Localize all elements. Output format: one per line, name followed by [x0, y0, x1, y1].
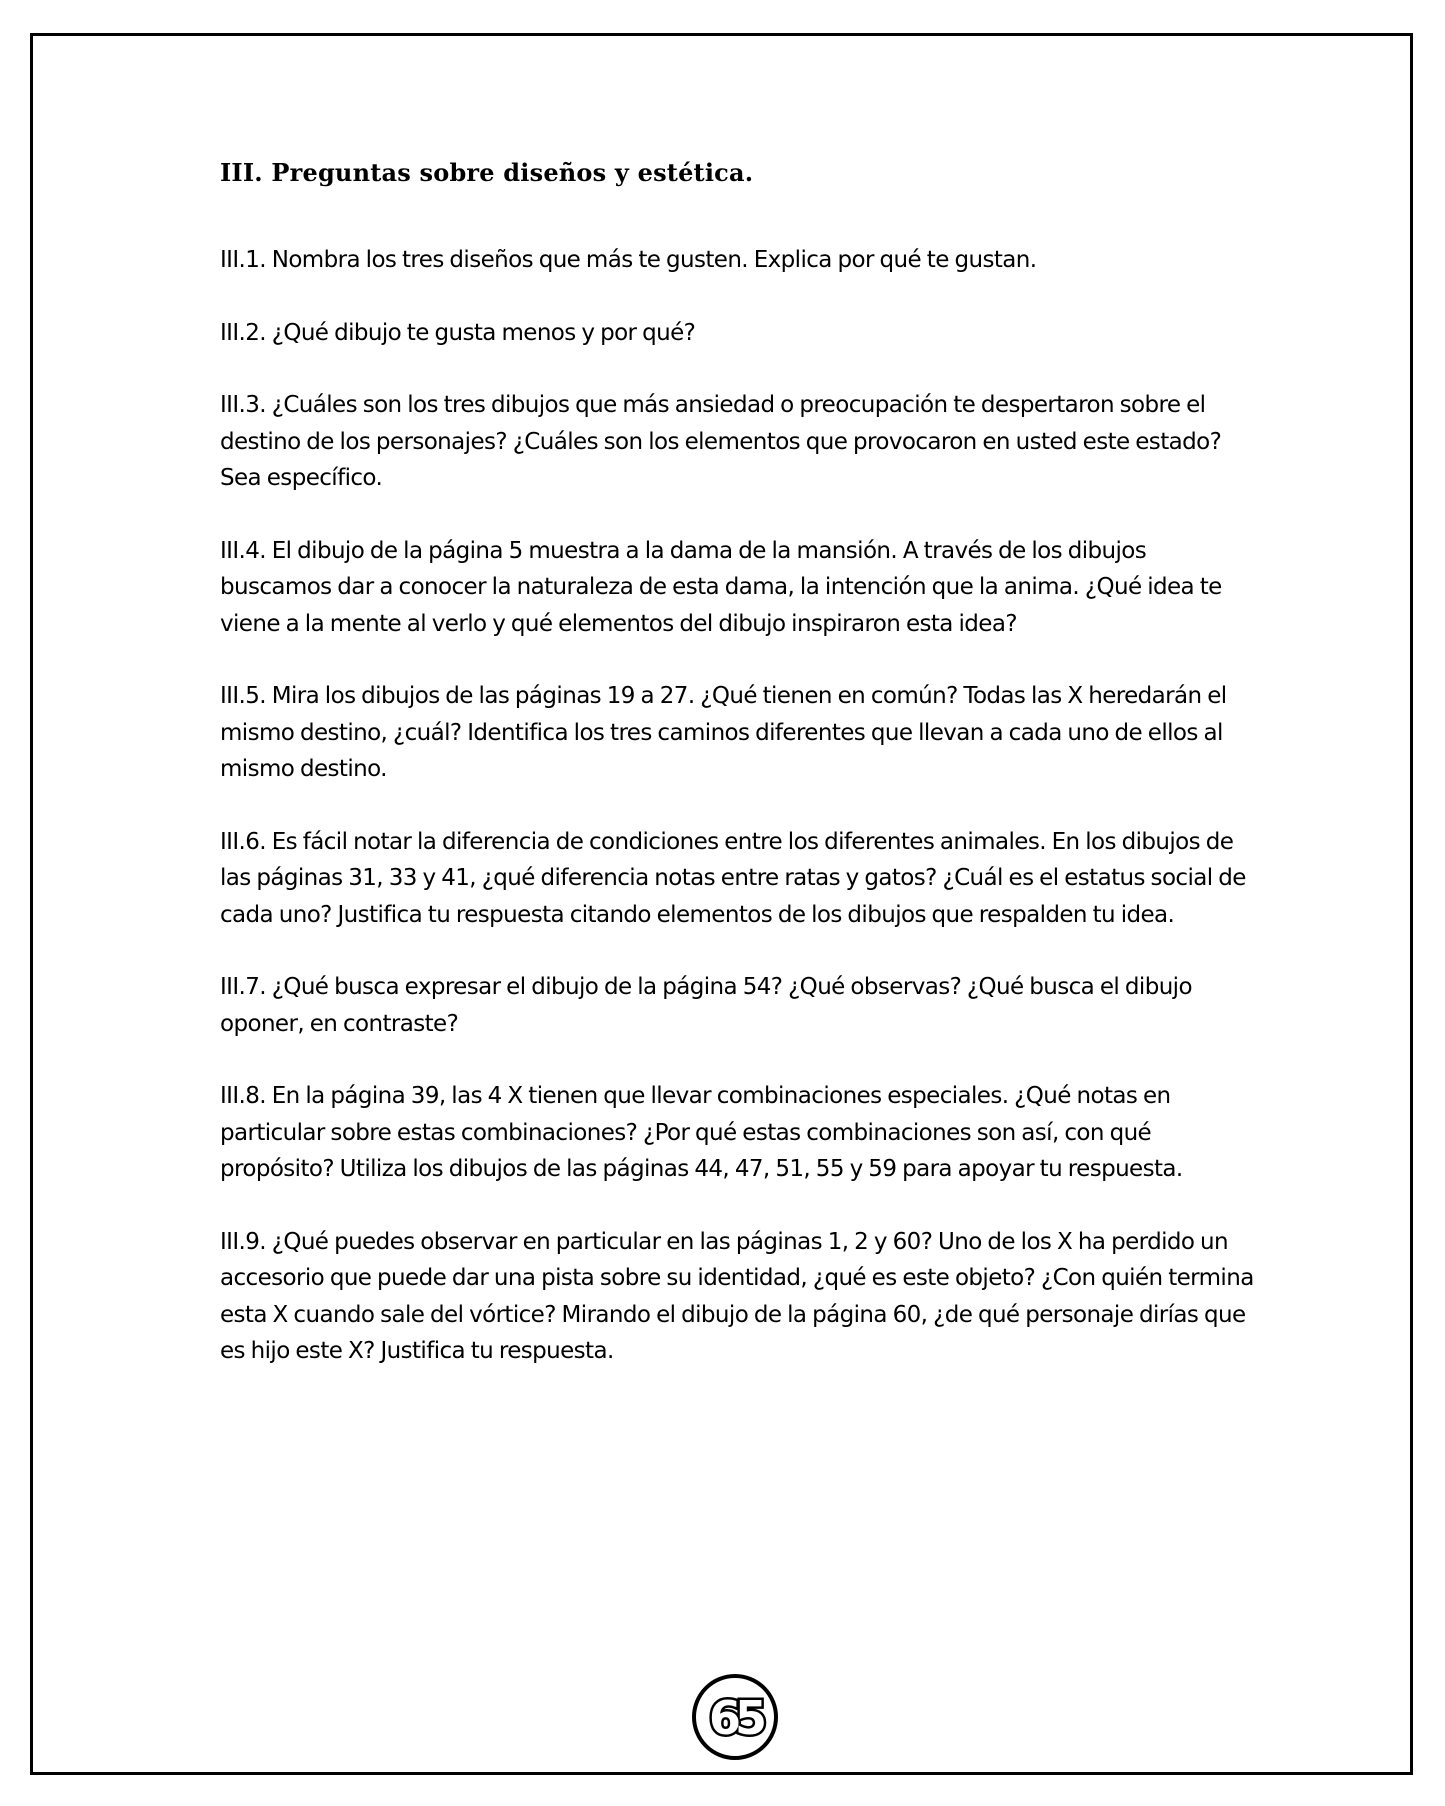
question-iii-9: III.9. ¿Qué puedes observar en particular en las páginas 1, 2 y 60? Uno de los X ha perdido un accesorio que puede dar una pista sobre su identidad, ¿qué es este objeto? ¿Con quién termina esta X cuando sale del vórtice? Mirando el dibujo de la página 60, ¿de qué personaje dirías que es hijo este X? Justifica tu respuesta.: [220, 1228, 1254, 1364]
section-title: III. Preguntas sobre diseños y estética.: [220, 158, 754, 187]
question-iii-5: III.5. Mira los dibujos de las páginas 19 a 27. ¿Qué tienen en común? Todas las X heredarán el mismo destino, ¿cuál? Identifica los tres caminos diferentes que llevan a cada uno de ellos al mismo destino.: [220, 683, 1227, 782]
question-iii-7: III.7. ¿Qué busca expresar el dibujo de la página 54? ¿Qué observas? ¿Qué busca el dibujo oponer, en contraste?: [220, 974, 1192, 1037]
page-number-badge: [690, 1672, 780, 1762]
question-iii-2: III.2. ¿Qué dibujo te gusta menos y por qué?: [220, 319, 696, 346]
question-iii-3: III.3. ¿Cuáles son los tres dibujos que más ansiedad o preocupación te despertaron sobre el destino de los personajes? ¿Cuáles son los elementos que provocaron en usted este estado? Sea específico.: [220, 392, 1222, 491]
question-iii-1: III.1. Nombra los tres diseños que más te gusten. Explica por qué te gustan.: [220, 247, 1037, 273]
page-content: [220, 156, 1260, 1406]
page-number-text: 65: [708, 1691, 762, 1745]
question-iii-6: III.6. Es fácil notar la diferencia de condiciones entre los diferentes animales. En los dibujos de las páginas 31, 33 y 41, ¿qué diferencia notas entre ratas y gatos? ¿Cuál es el estatus social de cada uno? Justifica tu respuesta citando elementos de los dibujos que respalden tu idea.: [220, 828, 1246, 928]
question-iii-8: III.8. En la página 39, las 4 X tienen que llevar combinaciones especiales. ¿Qué notas en particular sobre estas combinaciones? ¿Por qué estas combinaciones son así, con qué propósito? Utiliza los dibujos de las páginas 44, 47, 51, 55 y 59 para apoyar tu respuesta.: [220, 1083, 1183, 1182]
circled-number-icon: [690, 1672, 780, 1762]
question-iii-4: III.4. El dibujo de la página 5 muestra a la dama de la mansión. A través de los dibujos buscamos dar a conocer la naturaleza de esta dama, la intención que la anima. ¿Qué idea te viene a la mente al verlo y qué elementos del dibujo inspiraron esta idea?: [220, 537, 1222, 637]
